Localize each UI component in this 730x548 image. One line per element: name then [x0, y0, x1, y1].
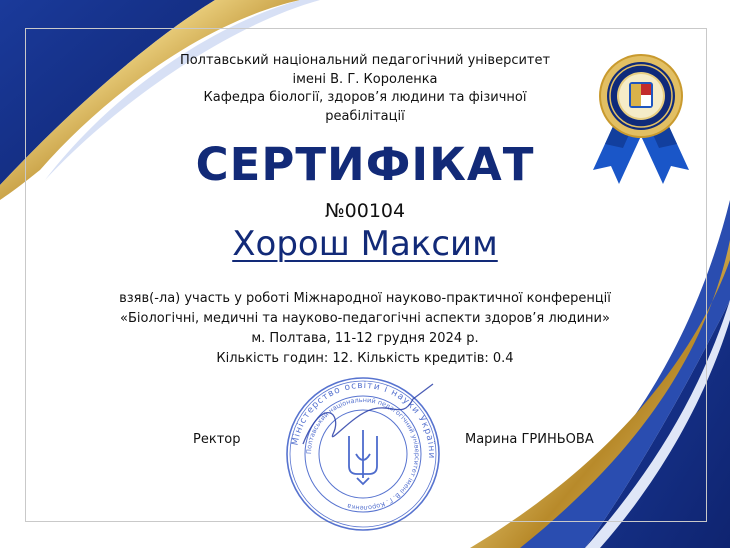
signatory-title: Ректор	[193, 432, 241, 447]
recipient-name: Хорош Максим	[232, 224, 498, 264]
conference-place-date: м. Полтава, 11-12 грудня 2024 р.	[251, 331, 479, 346]
university-header	[0, 52, 730, 126]
university-named-after: імені В. Г. Короленка	[292, 71, 438, 87]
conference-title: «Біологічні, медичні та науково-педагогічні аспекти здоров’я людини»	[120, 311, 610, 326]
certificate-title: СЕРТИФІКАТ	[195, 138, 535, 191]
certificate-number: №00104	[324, 200, 406, 222]
signatory-name: Марина ГРИНЬОВА	[465, 432, 594, 447]
trident-icon	[349, 430, 377, 484]
university-name: Полтавський національний педагогічний університет	[179, 53, 551, 68]
department-name-cont: реабілітації	[325, 108, 405, 124]
stamp-inner-text: Полтавський національний педагогічний університет імені В. Г. Короленка	[304, 395, 422, 513]
stamp-outer-text: Міністерство освіти і науки України	[290, 380, 437, 460]
recipient-name-block	[0, 224, 730, 264]
official-stamp	[283, 374, 443, 534]
hours-credits: Кількість годин: 12. Кількість кредитів: 0.4	[216, 351, 514, 366]
participation-text: взяв(-ла) участь у роботі Міжнародної науково-практичної конференції	[119, 291, 611, 306]
certificate-body	[0, 289, 730, 369]
department-name: Кафедра біології, здоров’я людини та фізичної	[203, 90, 527, 105]
